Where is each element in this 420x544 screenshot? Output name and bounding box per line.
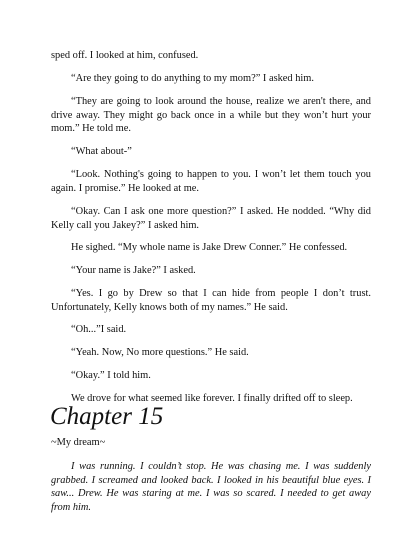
paragraph-oh: “Oh...”I said. [71,324,127,335]
dream-paragraph: I was running. I couldn’t stop. He was chasing me. I was suddenly grabbed. I screamed and looked back. I looked in his beautiful blue eyes. I saw... Drew. He was staring at me. I was so scared. I needed to get away from him. [51,461,371,513]
paragraph-house-answer: “They are going to look around the house, realize we aren't there, and drive away. They might go back once in a while but they won’t hurt your mom.” He told me. [51,96,371,134]
paragraph-mom-question: “Are they going to do anything to my mom?” I asked him. [71,73,314,84]
paragraph-hide-people: “Yes. I go by Drew so that I can hide from people I don’t trust. Unfortunately, Kelly knows both of my names.” He said. [51,288,371,313]
paragraph-okay: “Okay.” I told him. [71,370,151,381]
paragraph-full-name: He sighed. “My whole name is Jake Drew Conner.” He confessed. [71,242,348,253]
paragraph-continuation: sped off. I looked at him, confused. [51,50,199,61]
paragraph-what-about: “What about-” [71,146,132,157]
paragraph-no-more-questions: “Yeah. Now, No more questions.” He said. [71,347,249,358]
paragraph-name-jake: “Your name is Jake?” I asked. [71,265,196,276]
section-label: ~My dream~ [51,437,106,448]
paragraph-drifted-off: We drove for what seemed like forever. I finally drifted off to sleep. [71,393,353,404]
paragraph-promise: “Look. Nothing's going to happen to you. I won’t let them touch you again. I promise.” He looked at me. [51,169,371,194]
chapter-title: Chapter 15 [50,403,164,430]
paragraph-jakey-question: “Okay. Can I ask one more question?” I asked. He nodded. “Why did Kelly call you Jakey?” I asked him. [51,206,371,231]
